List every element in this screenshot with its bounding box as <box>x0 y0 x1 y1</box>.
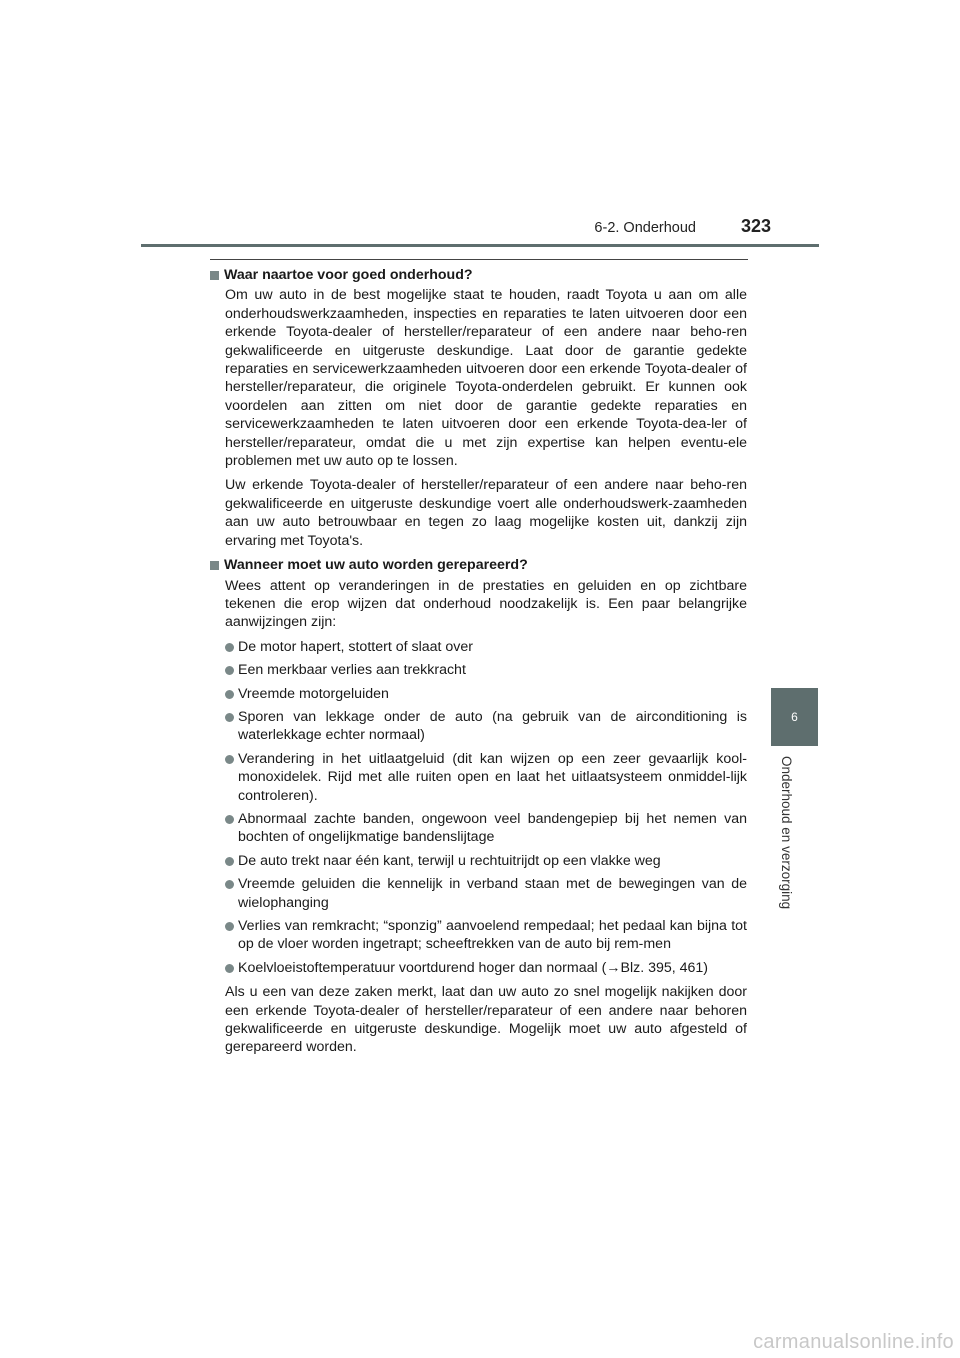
list-item[interactable] <box>210 959 747 977</box>
list-item-text: De motor hapert, stottert of slaat over <box>238 638 473 655</box>
section-heading-text: Waar naartoe voor goed onderhoud? <box>224 267 473 283</box>
header-divider <box>141 244 819 247</box>
circle-bullet-icon <box>225 755 234 764</box>
section-heading-text: Wanneer moet uw auto worden gerepareerd? <box>224 557 528 574</box>
page-content <box>210 266 747 1063</box>
circle-bullet-icon <box>225 857 234 866</box>
header-section-title: 6-2. Onderhoud <box>594 220 696 236</box>
list-item-text: Een merkbaar verlies aan trekkracht <box>238 662 466 679</box>
circle-bullet-icon <box>225 880 234 889</box>
list-item <box>210 875 747 912</box>
circle-bullet-icon <box>225 922 234 931</box>
circle-bullet-icon <box>225 713 234 722</box>
circle-bullet-icon <box>225 964 234 973</box>
list-item <box>210 917 747 954</box>
circle-bullet-icon <box>225 815 234 824</box>
paragraph: Om uw auto in de best mogelijke staat te houden, raadt Toyota u aan om alle onderhoudswerkzaamheden, inspecties en reparaties te laten uitvoeren door een erkende Toyota-dealer of hersteller/reparateur of een andere naar beho-ren gekwalificeerde en uitgeruste deskundige. Laat door de garantie gedekte reparaties en servicewerkzaamheden uitvoeren door een erkende Toyota-dealer of hersteller/reparateur, die originele Toyota-onderdelen gebruikt. Er kunnen ook voordelen aan zitten om niet door de garantie gedekte reparaties en servicewerkzaamheden te laten uitvoeren door een erkende Toyota-dea-ler of hersteller/reparateur, omdat die u met zijn expertise kan helpen eventu-ele problemen met uw auto op te lossen. <box>225 287 747 470</box>
list-item-text: De auto trekt naar één kant, terwijl u rechtuitrijdt op een vlakke weg <box>238 852 661 869</box>
list-item <box>210 852 747 870</box>
list-item <box>210 685 747 703</box>
circle-bullet-icon <box>225 666 234 675</box>
circle-bullet-icon <box>225 643 234 652</box>
page-number: 323 <box>741 216 772 236</box>
symptom-list <box>210 638 747 978</box>
section-heading <box>210 556 747 574</box>
chapter-tab-number: 6 <box>791 710 798 724</box>
section-heading <box>210 266 747 284</box>
paragraph: Als u een van deze zaken merkt, laat dan uw auto zo snel mogelijk nakijken door een erkende Toyota-dealer of hersteller/reparateur of een andere naar behoren gekwalificeerde en uitgeruste deskundige. Mogelijk moet uw auto afgesteld of gerepareerd worden. <box>225 984 747 1056</box>
chapter-tab-label: Onderhoud en verzorging <box>779 756 794 910</box>
list-item <box>210 638 747 656</box>
list-item <box>210 750 747 805</box>
list-item-text: Abnormaal zachte banden, ongewoon veel bandengepiep bij het nemen van bochten of ongelijkmatige bandenslijtage <box>238 810 747 846</box>
list-item <box>210 810 747 847</box>
chapter-tab[interactable] <box>771 688 818 746</box>
list-item-text: Vreemde motorgeluiden <box>238 685 389 702</box>
list-item-text: Sporen van lekkage onder de auto (na gebruik van de airconditioning is waterlekkage echter normaal) <box>238 708 747 744</box>
list-item <box>210 708 747 745</box>
paragraph: Wees attent op veranderingen in de prestaties en geluiden en op zichtbare tekenen die erop wijzen dat onderhoud noodzakelijk is. Een paar belangrijke aanwijzingen zijn: <box>225 577 747 631</box>
list-item-text: Vreemde geluiden die kennelijk in verband staan met de bewegingen van de wielophanging <box>238 876 747 911</box>
list-item-text: Verandering in het uitlaatgeluid (dit kan wijzen op een zeer gevaarlijk kool-monoxidelek. Rijd met alle ruiten open en laat het uitlaatsysteem onmiddel-lijk controleren). <box>238 750 747 804</box>
watermark: carmanualsonline.info <box>753 1331 954 1353</box>
list-item-text-page-reference[interactable]: Koelvloeistoftemperatuur voortdurend hoger dan normaal (→Blz. 395, 461) <box>238 959 709 976</box>
square-bullet-icon <box>210 271 219 280</box>
square-bullet-icon <box>210 561 219 570</box>
paragraph: Uw erkende Toyota-dealer of hersteller/reparateur of een andere naar beho-ren gekwalificeerde en uitgeruste deskundige voert alle onderhoudswerk-zaamheden aan uw auto betrouwbaar en tegen zo laag mogelijke kosten uit, dankzij zijn ervaring met Toyota's. <box>225 477 747 549</box>
circle-bullet-icon <box>225 690 234 699</box>
content-top-divider <box>210 259 748 260</box>
list-item <box>210 661 747 679</box>
list-item-text: Verlies van remkracht; “sponzig” aanvoelend rempedaal; het pedaal kan bijna tot op de vloer worden ingetrapt; scheeftrekken van de auto bij rem-men <box>238 918 747 953</box>
